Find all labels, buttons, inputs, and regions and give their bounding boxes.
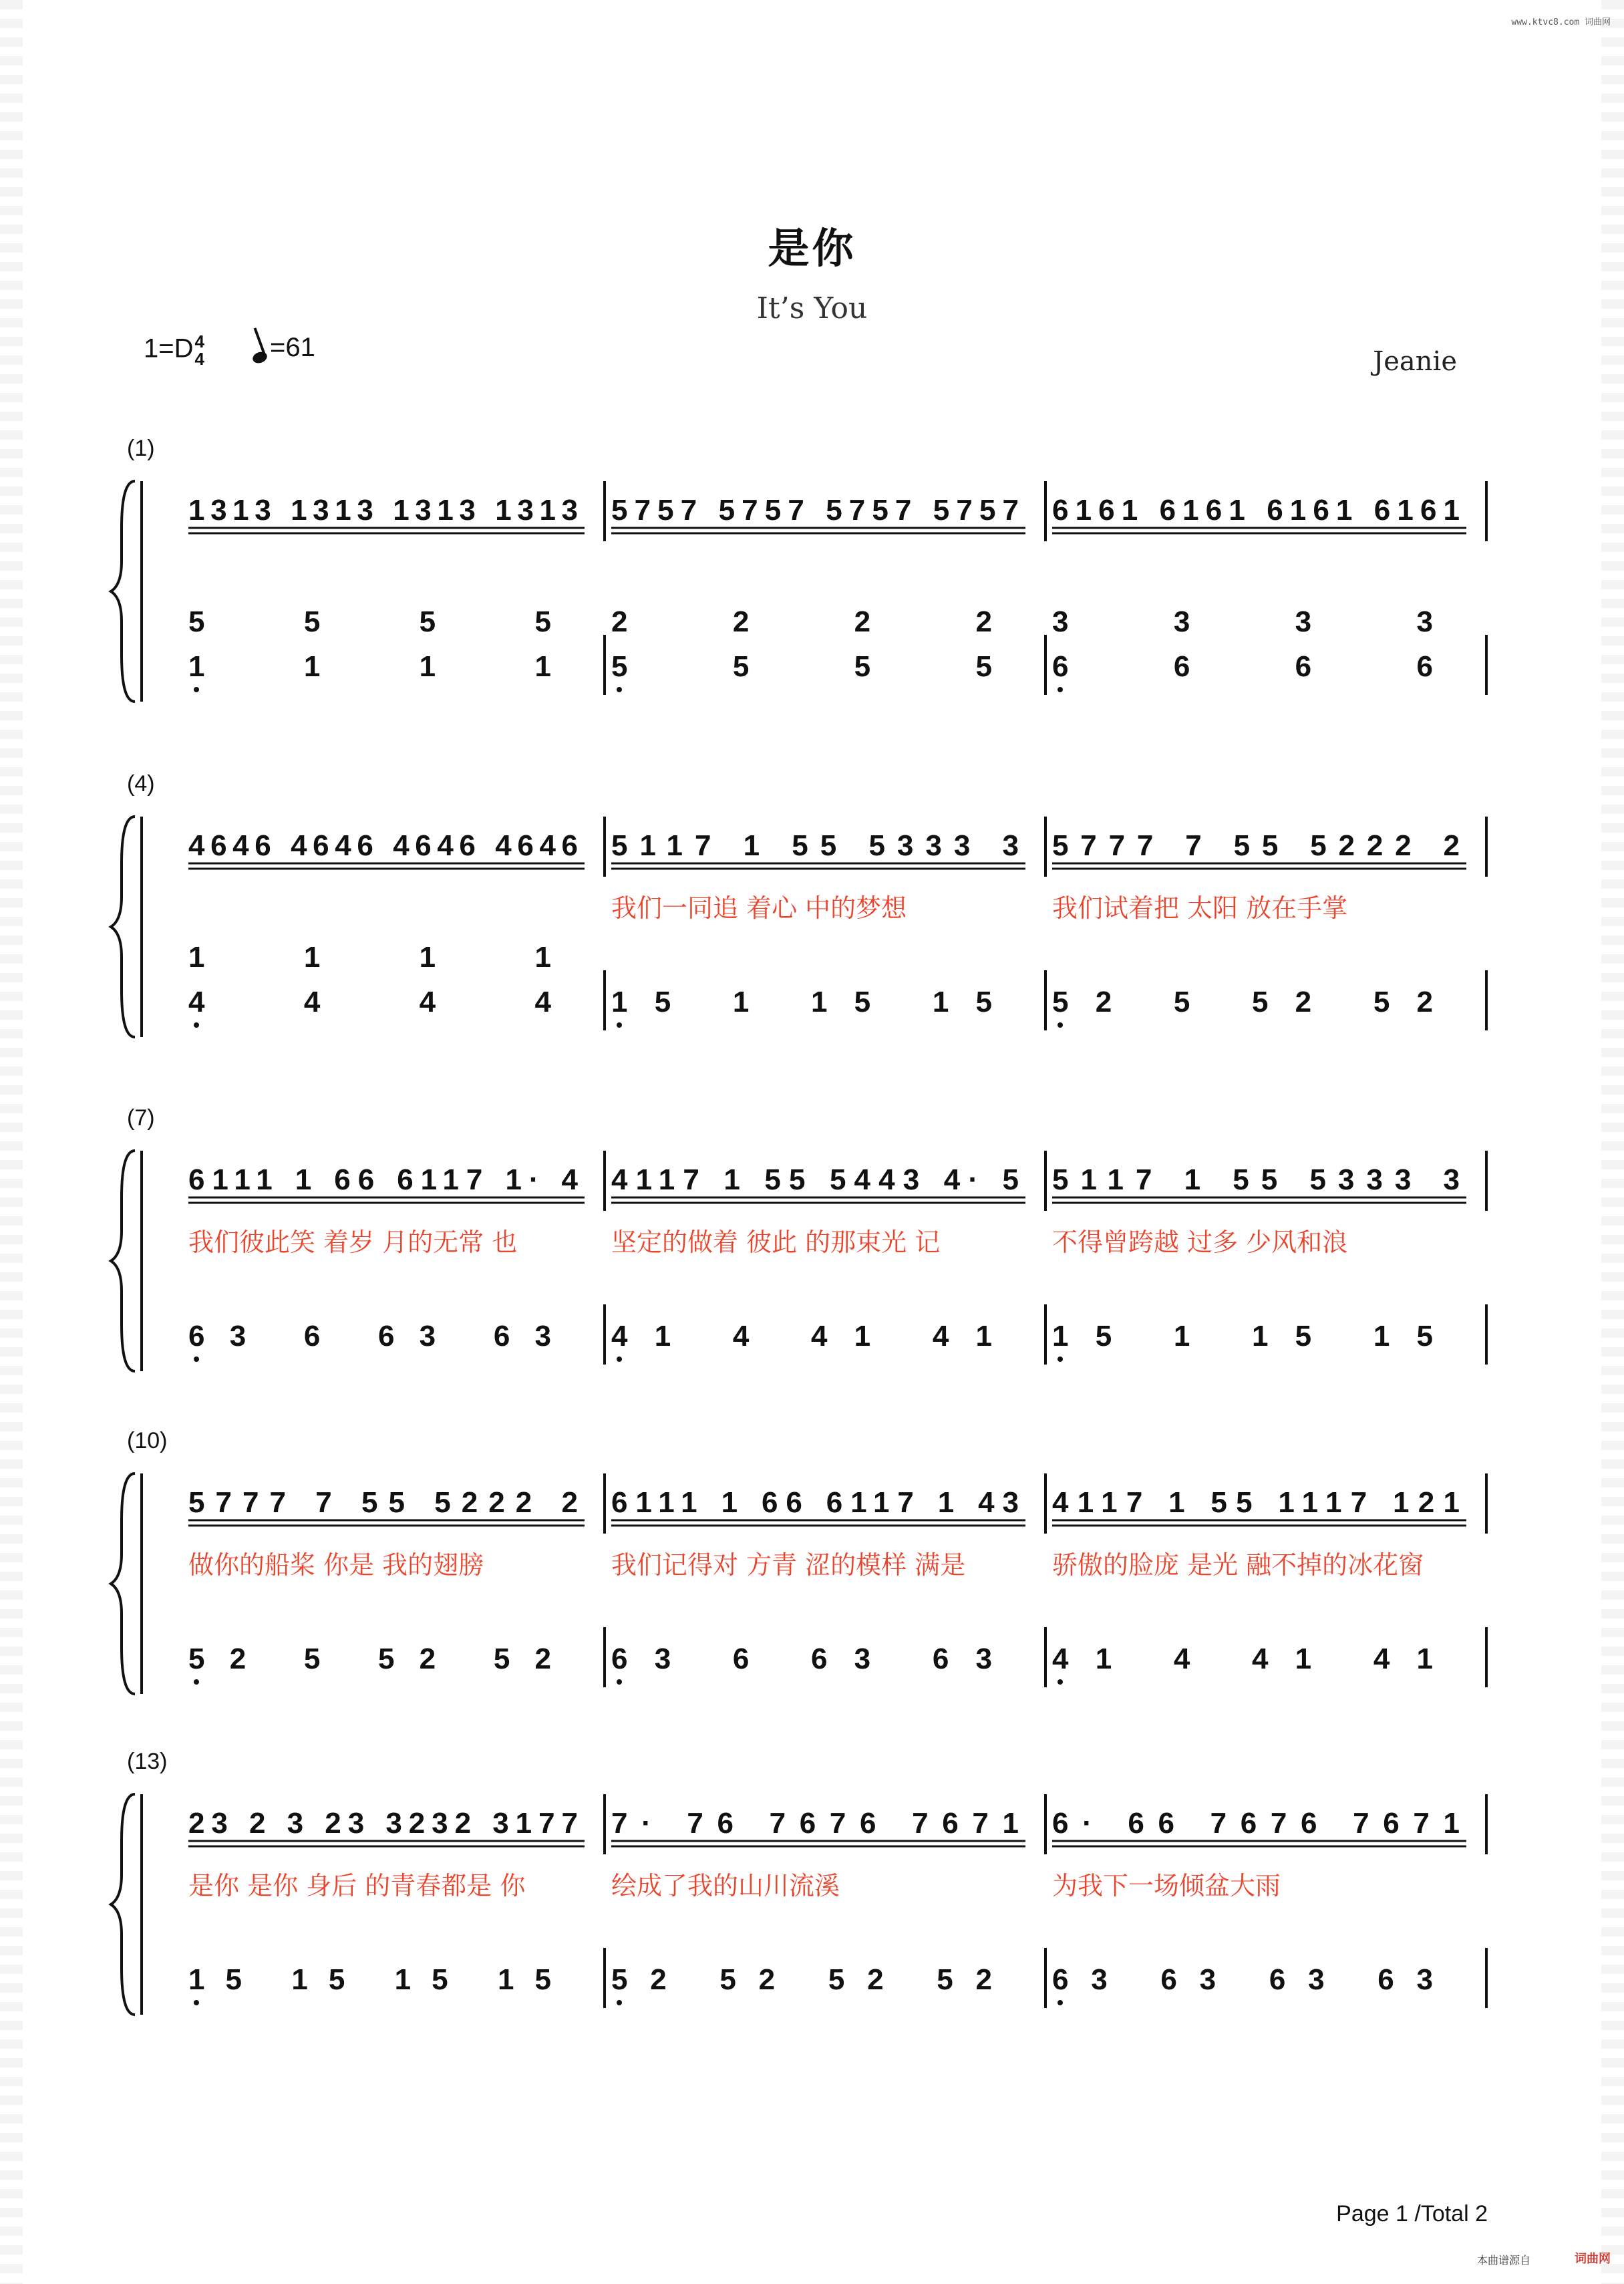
- lower-top-notes: 1 1 1 1: [188, 941, 551, 974]
- lyric-line: 我们记得对 方青 涩的模样 满是: [611, 1550, 966, 1580]
- lower-notes: 41 4 41 41: [611, 1320, 992, 1352]
- lyric-line: 为我下一场倾盆大雨: [1052, 1871, 1281, 1900]
- upper-notes: 4646 4646 4646 4646: [188, 829, 578, 862]
- octave-dot: [617, 687, 622, 692]
- octave-dot: [617, 1679, 622, 1685]
- lyric-line: 我们试着把 太阳 放在手掌: [1052, 893, 1348, 923]
- octave-dot: [1058, 687, 1063, 692]
- time-bottom: 4: [194, 349, 204, 369]
- lower-notes: 63 63 63 63: [1052, 1963, 1433, 1996]
- lower-notes: 15 15 15 15: [188, 1963, 551, 1996]
- upper-notes: 5117 1 55 5333 3: [1052, 1163, 1460, 1196]
- lyric-line: 绘成了我的山川流溪: [611, 1871, 840, 1900]
- octave-dot: [1058, 1679, 1063, 1685]
- upper-notes: 23 2 3 23 3232 3177: [188, 1807, 578, 1840]
- system-brace: [111, 1473, 135, 1694]
- upper-notes: 4117 1 55 5443 4· 5: [611, 1163, 1019, 1196]
- upper-notes: 1313 1313 1313 1313: [188, 494, 578, 527]
- footer-logo: 词曲网: [1575, 2252, 1611, 2266]
- lower-notes: 52 5 52 52: [188, 1643, 551, 1675]
- lyric-line: 我们一同追 着心 中的梦想: [611, 893, 907, 923]
- octave-dot: [1058, 2000, 1063, 2005]
- measure-number: (13): [127, 1749, 168, 1774]
- lower-notes: 1 1 1 1: [188, 650, 551, 683]
- lyric-line: 坚定的做着 彼此 的那束光 记: [611, 1228, 941, 1257]
- upper-notes: 6· 66 7676 7671: [1052, 1807, 1460, 1840]
- lower-notes: 5 5 5 5: [611, 650, 992, 683]
- octave-dot: [194, 1679, 199, 1685]
- upper-notes: 5757 5757 5757 5757: [611, 494, 1019, 527]
- measure-number: (10): [127, 1428, 168, 1453]
- upper-notes: 5777 7 55 5222 2: [1052, 829, 1460, 862]
- octave-dot: [617, 1022, 622, 1028]
- octave-dot: [617, 1357, 622, 1362]
- page-number: Page 1 /Total 2: [1336, 2201, 1488, 2227]
- octave-dot: [194, 2000, 199, 2005]
- composer: Jeanie: [1373, 346, 1457, 377]
- site-header: www.ktvc8.com 词曲网: [1511, 17, 1611, 27]
- lower-top-notes: 2 2 2 2: [611, 605, 992, 638]
- system-brace: [111, 481, 135, 702]
- song-subtitle: It’s You: [756, 291, 868, 325]
- measure-number: (1): [127, 436, 155, 461]
- lower-notes: 63 6 63 63: [188, 1320, 551, 1352]
- octave-dot: [1058, 1022, 1063, 1028]
- lower-top-notes: 5 5 5 5: [188, 605, 551, 638]
- footer-source-text: 本曲谱源自: [1476, 2254, 1530, 2267]
- lyric-line: 骄傲的脸庞 是光 融不掉的冰花窗: [1052, 1550, 1424, 1580]
- upper-notes: 6111 1 66 6117 1 43: [611, 1486, 1019, 1519]
- lower-notes: 15 1 15 15: [1052, 1320, 1433, 1352]
- octave-dot: [1058, 1357, 1063, 1362]
- time-top: 4: [194, 331, 204, 351]
- lower-notes: 63 6 63 63: [611, 1643, 992, 1675]
- system-brace: [111, 1151, 135, 1371]
- octave-dot: [194, 1357, 199, 1362]
- upper-notes: 7· 76 7676 7671: [611, 1807, 1019, 1840]
- lower-notes: 41 4 41 41: [1052, 1643, 1433, 1675]
- lower-top-notes: 3 3 3 3: [1052, 605, 1433, 638]
- upper-notes: 5777 7 55 5222 2: [188, 1486, 578, 1519]
- system-brace: [111, 1794, 135, 2015]
- upper-notes: 6161 6161 6161 6161: [1052, 494, 1460, 527]
- lower-notes: 15 1 15 15: [611, 986, 992, 1018]
- measure-number: (4): [127, 771, 155, 797]
- lyric-line: 是你 是你 身后 的青春都是 你: [188, 1871, 526, 1900]
- upper-notes: 4117 1 55 1117 121: [1052, 1486, 1460, 1519]
- upper-notes: 5117 1 55 5333 3: [611, 829, 1019, 862]
- lower-notes: 52 52 52 52: [611, 1963, 992, 1996]
- tempo-text: =61: [270, 333, 315, 362]
- song-title: 是你: [768, 224, 856, 273]
- lower-notes: 52 5 52 52: [1052, 986, 1433, 1018]
- lyric-line: 做你的船桨 你是 我的翅膀: [188, 1550, 484, 1580]
- system-brace: [111, 817, 135, 1037]
- octave-dot: [194, 687, 199, 692]
- octave-dot: [194, 1022, 199, 1028]
- octave-dot: [617, 2000, 622, 2005]
- lyric-line: 我们彼此笑 着岁 月的无常 也: [188, 1228, 518, 1257]
- upper-notes: 6111 1 66 6117 1· 4: [188, 1163, 578, 1196]
- key-text: 1=D: [144, 333, 194, 364]
- lyric-line: 不得曾跨越 过多 少风和浪: [1052, 1228, 1348, 1257]
- lower-notes: 6 6 6 6: [1052, 650, 1433, 683]
- measure-number: (7): [127, 1105, 155, 1131]
- lower-notes: 4 4 4 4: [188, 986, 551, 1018]
